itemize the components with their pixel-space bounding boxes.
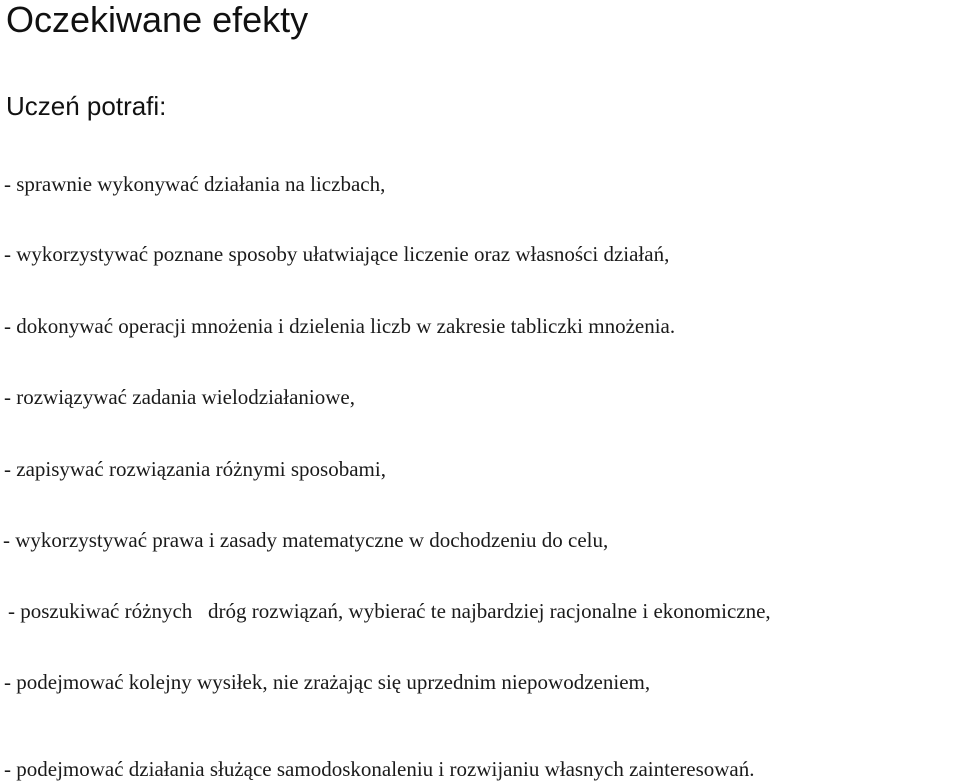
list-item: - zapisywać rozwiązania różnymi sposobami, — [4, 457, 386, 481]
list-item: - dokonywać operacji mnożenia i dzielenia liczb w zakresie tabliczki mnożenia. — [4, 314, 676, 338]
list-item: - podejmować kolejny wysiłek, nie zrażając się uprzednim niepowodzeniem, — [4, 670, 651, 694]
list-item: - podejmować działania służące samodoskonaleniu i rozwijaniu własnych zainteresowań. — [4, 757, 755, 781]
list-item: - wykorzystywać poznane sposoby ułatwiające liczenie oraz własności działań, — [4, 242, 670, 266]
list-item: - poszukiwać różnych dróg rozwiązań, wybierać te najbardziej racjonalne i ekonomiczne, — [8, 599, 771, 623]
list-item: - sprawnie wykonywać działania na liczbach, — [4, 172, 386, 196]
page-title: Oczekiwane efekty — [6, 0, 309, 40]
list-item: - wykorzystywać prawa i zasady matematyczne w dochodzeniu do celu, — [3, 528, 609, 552]
page-subtitle: Uczeń potrafi: — [6, 91, 167, 121]
list-item: - rozwiązywać zadania wielodziałaniowe, — [4, 385, 355, 409]
